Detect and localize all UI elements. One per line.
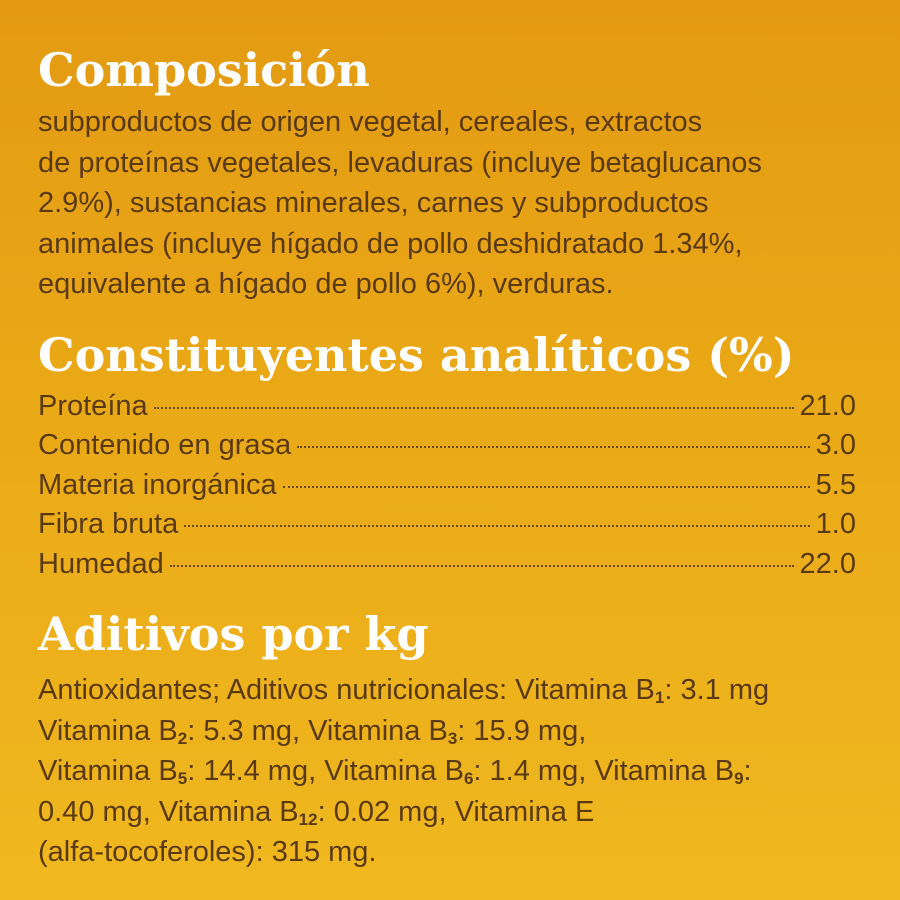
additives-line: Vitamina $B_5$: 14.4 mg, Vitamina $B_6$: 1.4 mg, Vitamina $B_9$:	[38, 755, 752, 788]
analytical-row-protein	[38, 387, 856, 427]
analytical-row-ash	[38, 466, 856, 506]
analytical-row-fat	[38, 426, 856, 466]
row-value: 1.0	[815, 508, 856, 540]
additives-text	[38, 670, 858, 873]
analytical-table	[38, 387, 858, 585]
composition-line: de proteínas vegetales, levaduras (incluye betaglucanos	[38, 146, 762, 179]
analytical-title: Constituyentes analíticos (%)	[38, 327, 795, 382]
additives-line: Antioxidantes; Aditivos nutricionales: Vitamina $B_1$: 3.1 mg	[38, 674, 770, 707]
row-label: Proteína	[38, 389, 148, 422]
row-label: Contenido en grasa	[38, 429, 292, 461]
row-value: 22.0	[799, 547, 856, 580]
row-value: 3.0	[815, 429, 856, 461]
dot-leader	[184, 525, 809, 527]
composition-line: subproductos de origen vegetal, cereales, extractos	[38, 106, 703, 138]
row-label: Humedad	[38, 547, 164, 580]
additives-line: Vitamina $B_2$: 5.3 mg, Vitamina $B_3$: 15.9 mg,	[38, 714, 587, 748]
composition-text	[38, 102, 858, 305]
composition-title: Composición	[38, 43, 370, 97]
analytical-row-fiber	[38, 505, 856, 545]
composition-line: animales (incluye hígado de pollo deshidratado 1.34%,	[38, 227, 743, 260]
row-value: 21.0	[799, 389, 856, 422]
additives-title: Aditivos por kg	[38, 607, 429, 661]
dot-leader	[297, 446, 810, 448]
dot-leader	[283, 486, 810, 488]
label-panel	[38, 30, 858, 873]
analytical-row-moisture	[38, 545, 856, 585]
row-value: 5.5	[815, 468, 856, 501]
composition-line: equivalente a hígado de pollo 6%), verduras.	[38, 268, 614, 300]
composition-line: 2.9%), sustancias minerales, carnes y subproductos	[38, 187, 709, 219]
row-label: Materia inorgánica	[38, 468, 277, 501]
row-label: Fibra bruta	[38, 508, 179, 540]
additives-line: (alfa-tocoferoles): 315 mg.	[38, 836, 377, 868]
vitamin-b1-amount: 3.1 mg	[680, 674, 770, 706]
dot-leader	[170, 565, 794, 567]
additives-line: 0.40 mg, Vitamina $B_{12}$: 0.02 mg, Vitamina E	[38, 795, 595, 829]
dot-leader	[154, 407, 794, 409]
